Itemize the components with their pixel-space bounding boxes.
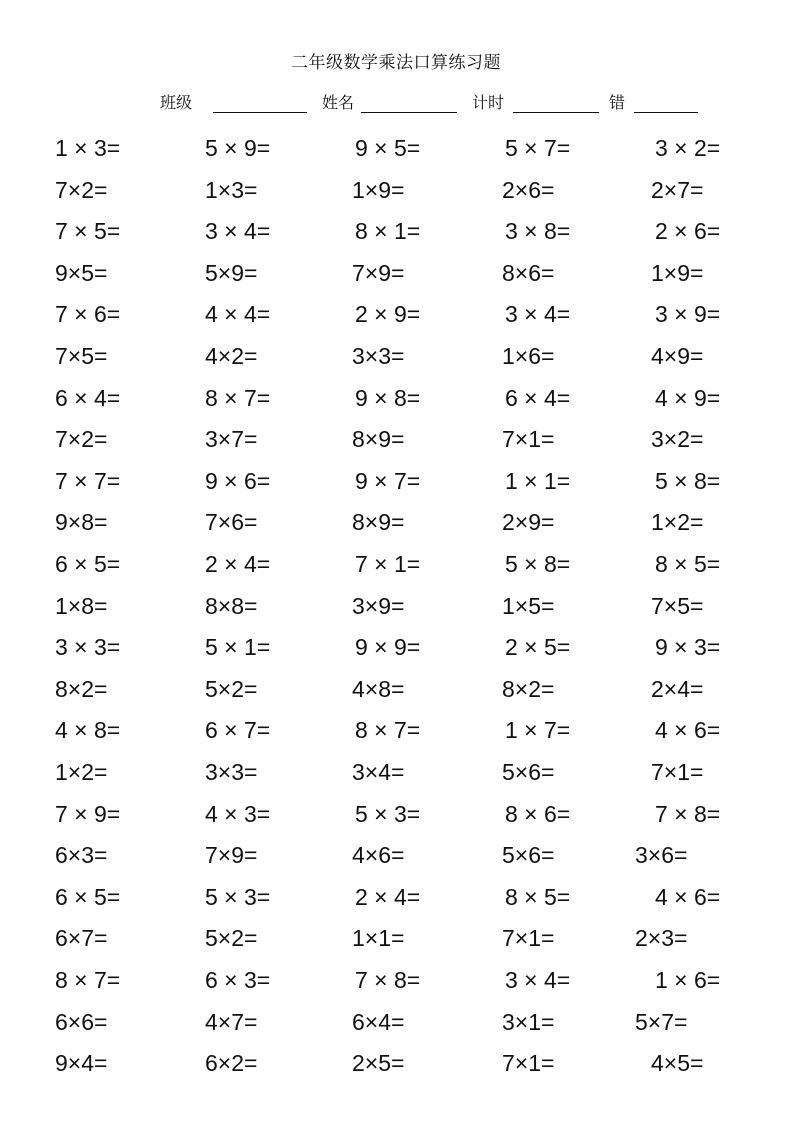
time-field: [472, 90, 599, 113]
problem-item: 1×1=: [352, 925, 405, 952]
problem-item: 4×6=: [352, 842, 405, 869]
problem-item: 4×9=: [651, 343, 704, 369]
problem-item: 1 × 1=: [505, 467, 571, 494]
problem-item: 1×2=: [651, 509, 704, 536]
problem-item: 7 × 9=: [55, 800, 121, 827]
problem-item: 7×1=: [502, 925, 555, 952]
time-label: 计时: [472, 93, 505, 112]
problem-item: 8 × 7=: [355, 717, 421, 744]
problem-item: 1×6=: [502, 343, 555, 369]
problem-item: 5 × 8=: [505, 551, 571, 577]
problem-item: 7 × 1=: [355, 551, 421, 577]
problem-item: 1 × 7=: [505, 717, 571, 744]
problem-item: 3×7=: [205, 426, 258, 453]
problem-item: 2×6=: [502, 176, 555, 203]
problem-item: 6 × 5=: [55, 551, 121, 577]
problem-item: 7 × 5=: [55, 218, 121, 245]
problem-item: 5 × 7=: [505, 135, 571, 161]
problem-item: 4×2=: [205, 343, 258, 369]
problem-item: 4 × 6=: [655, 717, 721, 744]
problem-item: 3 × 8=: [505, 218, 571, 245]
problem-item: 3 × 4=: [205, 218, 271, 245]
problem-item: 1 × 6=: [655, 967, 721, 993]
problem-item: 5 × 3=: [205, 883, 271, 910]
problem-item: 7×9=: [352, 259, 405, 286]
name-field: [322, 90, 457, 113]
name-label: 姓名: [322, 93, 355, 112]
problem-item: 1×3=: [205, 176, 258, 203]
problem-item: 8×9=: [352, 509, 405, 536]
problem-item: 8×9=: [352, 426, 405, 453]
problem-item: 3×6=: [635, 842, 688, 869]
problem-item: 6 × 5=: [55, 883, 121, 910]
problem-item: 6×2=: [205, 1050, 258, 1077]
problem-item: 2×7=: [651, 176, 704, 203]
problem-item: 5×6=: [502, 842, 555, 869]
problem-item: 3 × 9=: [655, 301, 721, 328]
problem-item: 1×2=: [55, 759, 108, 785]
class-field: [160, 90, 307, 113]
problem-item: 1 × 3=: [55, 135, 121, 161]
problem-item: 9 × 6=: [205, 467, 271, 494]
problem-item: 9×4=: [55, 1050, 108, 1077]
problem-item: 5×2=: [205, 675, 258, 702]
problem-item: 2×3=: [635, 925, 688, 952]
errors-label: 错: [609, 93, 626, 112]
problem-item: 8×8=: [205, 592, 258, 619]
problem-item: 4×8=: [352, 675, 405, 702]
errors-blank[interactable]: [634, 96, 698, 113]
problem-item: 4 × 8=: [55, 717, 121, 744]
errors-field: [609, 90, 698, 113]
problem-item: 7×5=: [55, 343, 108, 369]
problem-item: 2 × 5=: [505, 634, 571, 661]
problem-item: 8×6=: [502, 259, 555, 286]
problem-item: 3×2=: [651, 426, 704, 453]
problem-item: 7×9=: [205, 842, 258, 869]
problem-item: 7×2=: [55, 426, 108, 453]
problem-item: 3 × 3=: [55, 634, 121, 661]
problem-item: 6×7=: [55, 925, 108, 952]
problem-item: 9 × 3=: [655, 634, 721, 661]
problem-item: 1×9=: [651, 259, 704, 286]
class-label: 班级: [160, 93, 193, 112]
problem-item: 8 × 7=: [55, 967, 121, 993]
problem-item: 5 × 9=: [205, 135, 271, 161]
problem-item: 7×5=: [651, 592, 704, 619]
problem-item: 5 × 8=: [655, 467, 721, 494]
problem-item: 8 × 5=: [655, 551, 721, 577]
problem-item: 8×2=: [502, 675, 555, 702]
problem-item: 9 × 7=: [355, 467, 421, 494]
problem-item: 5×9=: [205, 259, 258, 286]
problem-item: 9 × 5=: [355, 135, 421, 161]
problem-item: 8 × 6=: [505, 800, 571, 827]
problem-item: 3×1=: [502, 1008, 555, 1035]
problem-item: 1×9=: [352, 176, 405, 203]
problem-item: 4 × 9=: [655, 384, 721, 411]
problem-item: 4 × 4=: [205, 301, 271, 328]
time-blank[interactable]: [513, 96, 599, 113]
problem-item: 4 × 6=: [655, 883, 721, 910]
problem-item: 7 × 8=: [655, 800, 721, 827]
problem-item: 3×3=: [352, 343, 405, 369]
problem-item: 6 × 4=: [505, 384, 571, 411]
problem-item: 8 × 7=: [205, 384, 271, 411]
problem-item: 2 × 9=: [355, 301, 421, 328]
problem-item: 6 × 3=: [205, 967, 271, 993]
problem-item: 6 × 4=: [55, 384, 121, 411]
problem-item: 3 × 2=: [655, 135, 721, 161]
problem-item: 2 × 4=: [355, 883, 421, 910]
problem-item: 4×5=: [651, 1050, 704, 1077]
problem-item: 3×4=: [352, 759, 405, 785]
problem-item: 5 × 1=: [205, 634, 271, 661]
problem-item: 2 × 6=: [655, 218, 721, 245]
problem-item: 3×9=: [352, 592, 405, 619]
problem-item: 3 × 4=: [505, 967, 571, 993]
problem-item: 9 × 8=: [355, 384, 421, 411]
problem-item: 6×4=: [352, 1008, 405, 1035]
problem-item: 7×1=: [651, 759, 704, 785]
problem-item: 5×2=: [205, 925, 258, 952]
problem-item: 2 × 4=: [205, 551, 271, 577]
class-blank[interactable]: [213, 96, 307, 113]
problem-item: 7 × 6=: [55, 301, 121, 328]
problem-item: 8 × 1=: [355, 218, 421, 245]
problem-item: 4 × 3=: [205, 800, 271, 827]
problem-item: 5 × 3=: [355, 800, 421, 827]
problem-item: 5×6=: [502, 759, 555, 785]
problem-item: 2×5=: [352, 1050, 405, 1077]
problem-item: 7×6=: [205, 509, 258, 536]
problem-item: 7 × 8=: [355, 967, 421, 993]
problem-item: 6×3=: [55, 842, 108, 869]
problem-item: 4×7=: [205, 1008, 258, 1035]
problem-item: 9×8=: [55, 509, 108, 536]
problem-item: 1×8=: [55, 592, 108, 619]
problem-item: 6 × 7=: [205, 717, 271, 744]
problem-item: 8 × 5=: [505, 883, 571, 910]
problem-item: 5×7=: [635, 1008, 688, 1035]
problem-item: 8×2=: [55, 675, 108, 702]
problem-item: 1×5=: [502, 592, 555, 619]
problem-item: 3×3=: [205, 759, 258, 785]
problem-item: 9×5=: [55, 259, 108, 286]
problem-item: 7×2=: [55, 176, 108, 203]
problem-item: 6×6=: [55, 1008, 108, 1035]
problem-item: 2×9=: [502, 509, 555, 536]
problem-item: 7×1=: [502, 1050, 555, 1077]
worksheet-title: 二年级数学乘法口算练习题: [291, 53, 501, 73]
problem-item: 3 × 4=: [505, 301, 571, 328]
problem-item: 9 × 9=: [355, 634, 421, 661]
problem-item: 2×4=: [651, 675, 704, 702]
problem-item: 7×1=: [502, 426, 555, 453]
problem-item: 7 × 7=: [55, 467, 121, 494]
name-blank[interactable]: [361, 96, 457, 113]
